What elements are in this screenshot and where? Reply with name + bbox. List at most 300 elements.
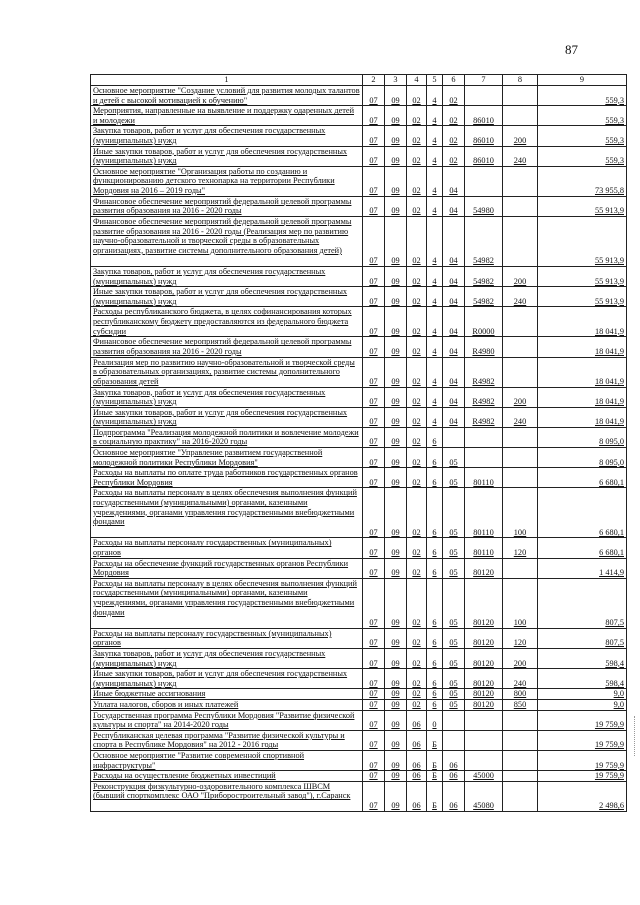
cell-program: 02 <box>407 86 427 106</box>
table-row <box>91 558 627 578</box>
cell-amount: 807,5 <box>538 628 627 648</box>
cell-name: Расходы на выплаты персоналу в целях обеспечения выполнения функций государственными (муниципальными) органами, казенными учреждениями, органами управления государственными внебюджетными фондами <box>91 488 363 538</box>
cell-main-activity: 05 <box>443 488 465 538</box>
cell-name: Закупка товаров, работ и услуг для обеспечения государственных (муниципальных) нужд <box>91 387 363 407</box>
cell-amount: 19 759,9 <box>538 710 627 730</box>
cell-subsection: 09 <box>385 196 407 216</box>
cell-name: Иные закупки товаров, работ и услуг для обеспечения государственных (муниципальных) нужд <box>91 287 363 307</box>
cell-expense-type <box>503 196 538 216</box>
table-row <box>91 468 627 488</box>
cell-subprogram: 4 <box>427 287 443 307</box>
cell-section: 07 <box>363 730 385 750</box>
cell-subprogram: Б <box>427 750 443 770</box>
cell-subprogram: 0 <box>427 710 443 730</box>
cell-main-activity: 05 <box>443 538 465 558</box>
table-row <box>91 448 627 468</box>
cell-expense-direction: 80120 <box>465 649 503 669</box>
cell-section: 07 <box>363 337 385 357</box>
cell-subprogram: 6 <box>427 538 443 558</box>
cell-main-activity: 05 <box>443 649 465 669</box>
cell-amount: 8 095,0 <box>538 448 627 468</box>
cell-section: 07 <box>363 699 385 710</box>
cell-section: 07 <box>363 146 385 166</box>
col-header-amount: 9 <box>538 75 627 86</box>
table-row <box>91 689 627 700</box>
table-row <box>91 669 627 689</box>
cell-program: 02 <box>407 126 427 146</box>
cell-main-activity: 02 <box>443 146 465 166</box>
cell-section: 07 <box>363 266 385 286</box>
cell-subprogram: 4 <box>427 166 443 196</box>
cell-subsection: 09 <box>385 649 407 669</box>
cell-expense-direction: 54982 <box>465 287 503 307</box>
cell-main-activity: 04 <box>443 166 465 196</box>
cell-name: Расходы на обеспечение функций государственных органов Республики Мордовия <box>91 558 363 578</box>
cell-subprogram: 4 <box>427 106 443 126</box>
cell-main-activity: 04 <box>443 307 465 337</box>
cell-program: 02 <box>407 628 427 648</box>
cell-subsection: 09 <box>385 166 407 196</box>
cell-subprogram: 6 <box>427 448 443 468</box>
cell-main-activity: 02 <box>443 86 465 106</box>
cell-program: 06 <box>407 730 427 750</box>
cell-main-activity: 05 <box>443 699 465 710</box>
cell-expense-direction: R4982 <box>465 357 503 387</box>
cell-section: 07 <box>363 538 385 558</box>
cell-subprogram: Б <box>427 730 443 750</box>
cell-program: 02 <box>407 649 427 669</box>
table-row <box>91 710 627 730</box>
budget-table <box>90 74 627 812</box>
table-row <box>91 578 627 628</box>
cell-amount: 8 095,0 <box>538 427 627 447</box>
cell-subprogram: 6 <box>427 669 443 689</box>
cell-subprogram: 4 <box>427 146 443 166</box>
cell-expense-direction: R4982 <box>465 387 503 407</box>
cell-expense-direction: 80120 <box>465 578 503 628</box>
table-row <box>91 196 627 216</box>
table-row <box>91 266 627 286</box>
cell-subsection: 09 <box>385 146 407 166</box>
cell-expense-type <box>503 750 538 770</box>
cell-expense-type: 120 <box>503 628 538 648</box>
cell-name: Иные закупки товаров, работ и услуг для обеспечения государственных (муниципальных) нужд <box>91 146 363 166</box>
table-row <box>91 146 627 166</box>
cell-expense-direction <box>465 448 503 468</box>
cell-name: Основное мероприятие "Развитие современной спортивной инфраструктуры" <box>91 750 363 770</box>
cell-amount: 559,3 <box>538 86 627 106</box>
cell-amount: 18 041,9 <box>538 337 627 357</box>
cell-name: Иные закупки товаров, работ и услуг для обеспечения государственных (муниципальных) нужд <box>91 669 363 689</box>
cell-amount: 55 913,9 <box>538 196 627 216</box>
cell-section: 07 <box>363 468 385 488</box>
cell-subsection: 09 <box>385 287 407 307</box>
cell-name: Реконструкция физкультурно-оздоровительного комплекса ШВСМ (бывший спорткомплекс ОАО "Приборостроительный завод"), г.Саранск <box>91 781 363 811</box>
cell-subprogram: 6 <box>427 468 443 488</box>
cell-program: 02 <box>407 287 427 307</box>
cell-subprogram: Б <box>427 771 443 782</box>
cell-name: Расходы на выплаты персоналу в целях обеспечения выполнения функций государственными (муниципальными) органами, казенными учреждениями, органами управления государственными внебюджетными фондами <box>91 578 363 628</box>
cell-expense-type: 240 <box>503 669 538 689</box>
cell-subprogram: 4 <box>427 196 443 216</box>
cell-expense-type <box>503 771 538 782</box>
cell-subsection: 09 <box>385 427 407 447</box>
cell-subprogram: 6 <box>427 558 443 578</box>
cell-main-activity: 06 <box>443 771 465 782</box>
cell-program: 02 <box>407 387 427 407</box>
cell-subsection: 09 <box>385 699 407 710</box>
cell-subprogram: 6 <box>427 628 443 648</box>
cell-expense-type: 100 <box>503 488 538 538</box>
cell-section: 07 <box>363 628 385 648</box>
cell-amount: 559,3 <box>538 146 627 166</box>
cell-expense-direction: 80120 <box>465 669 503 689</box>
cell-expense-type: 200 <box>503 266 538 286</box>
cell-program: 02 <box>407 468 427 488</box>
cell-subsection: 09 <box>385 710 407 730</box>
col-header-subsection: 3 <box>385 75 407 86</box>
table-row <box>91 649 627 669</box>
scan-edge-mark <box>634 716 638 756</box>
cell-amount: 6 680,1 <box>538 488 627 538</box>
cell-expense-direction <box>465 750 503 770</box>
cell-subsection: 09 <box>385 578 407 628</box>
cell-main-activity: 05 <box>443 689 465 700</box>
table-row <box>91 771 627 782</box>
cell-expense-direction: 45000 <box>465 771 503 782</box>
cell-program: 02 <box>407 216 427 266</box>
cell-expense-type: 200 <box>503 649 538 669</box>
cell-expense-type <box>503 710 538 730</box>
cell-subsection: 09 <box>385 669 407 689</box>
cell-name: Закупка товаров, работ и услуг для обеспечения государственных (муниципальных) нужд <box>91 649 363 669</box>
cell-expense-direction <box>465 730 503 750</box>
cell-subsection: 09 <box>385 407 407 427</box>
cell-name: Республиканская целевая программа "Развитие физической культуры и спорта в Республике Мордовия" на 2012 - 2016 годы <box>91 730 363 750</box>
cell-subprogram: 4 <box>427 307 443 337</box>
header-row <box>91 75 627 86</box>
cell-subprogram: 4 <box>427 86 443 106</box>
cell-subprogram: 4 <box>427 357 443 387</box>
cell-program: 06 <box>407 771 427 782</box>
cell-main-activity: 05 <box>443 468 465 488</box>
cell-subsection: 09 <box>385 307 407 337</box>
cell-program: 02 <box>407 196 427 216</box>
cell-subsection: 09 <box>385 106 407 126</box>
cell-subsection: 09 <box>385 86 407 106</box>
cell-name: Подпрограмма "Реализация молодежной политики и вовлечение молодежи в социальную практику" на 2016-2020 годы <box>91 427 363 447</box>
cell-expense-direction <box>465 710 503 730</box>
cell-expense-direction: 86010 <box>465 126 503 146</box>
cell-expense-type: 850 <box>503 699 538 710</box>
cell-expense-type <box>503 216 538 266</box>
cell-name: Закупка товаров, работ и услуг для обеспечения государственных (муниципальных) нужд <box>91 126 363 146</box>
cell-main-activity <box>443 427 465 447</box>
cell-subprogram: 6 <box>427 578 443 628</box>
page-number: 87 <box>565 42 578 57</box>
col-header-name: 1 <box>91 75 363 86</box>
cell-section: 07 <box>363 558 385 578</box>
cell-expense-type <box>503 427 538 447</box>
cell-subsection: 09 <box>385 781 407 811</box>
cell-amount: 2 498,6 <box>538 781 627 811</box>
cell-program: 02 <box>407 357 427 387</box>
cell-name: Расходы на выплаты по оплате труда работников государственных органов Республики Мордовия <box>91 468 363 488</box>
cell-subsection: 09 <box>385 730 407 750</box>
cell-main-activity: 06 <box>443 750 465 770</box>
col-header-expense-type: 8 <box>503 75 538 86</box>
cell-amount: 807,5 <box>538 578 627 628</box>
table-row <box>91 126 627 146</box>
cell-subprogram: 6 <box>427 699 443 710</box>
cell-expense-type <box>503 86 538 106</box>
cell-expense-type <box>503 337 538 357</box>
cell-main-activity: 04 <box>443 216 465 266</box>
cell-section: 07 <box>363 216 385 266</box>
cell-main-activity: 04 <box>443 357 465 387</box>
cell-section: 07 <box>363 196 385 216</box>
col-header-main-activity: 6 <box>443 75 465 86</box>
cell-name: Основное мероприятие "Управление развитием государственной молодежной политики Республики Мордовия" <box>91 448 363 468</box>
cell-amount: 55 913,9 <box>538 287 627 307</box>
table-row <box>91 730 627 750</box>
table-body <box>91 86 627 812</box>
cell-expense-type: 800 <box>503 689 538 700</box>
cell-program: 06 <box>407 781 427 811</box>
cell-subprogram: 6 <box>427 488 443 538</box>
cell-expense-type <box>503 307 538 337</box>
cell-main-activity: 04 <box>443 387 465 407</box>
cell-program: 06 <box>407 750 427 770</box>
cell-name: Мероприятия, направленные на выявление и поддержку одаренных детей и молодежи <box>91 106 363 126</box>
cell-subprogram: 4 <box>427 387 443 407</box>
cell-subprogram: 6 <box>427 427 443 447</box>
cell-name: Финансовое обеспечение мероприятий федеральной целевой программы развития образования на 2016 - 2020 годы <box>91 196 363 216</box>
cell-expense-direction: 54982 <box>465 266 503 286</box>
cell-main-activity <box>443 710 465 730</box>
cell-expense-type: 240 <box>503 146 538 166</box>
cell-expense-direction: 80110 <box>465 468 503 488</box>
cell-section: 07 <box>363 287 385 307</box>
cell-program: 02 <box>407 558 427 578</box>
table-row <box>91 750 627 770</box>
cell-program: 02 <box>407 699 427 710</box>
cell-program: 06 <box>407 710 427 730</box>
cell-subsection: 09 <box>385 689 407 700</box>
table-row <box>91 307 627 337</box>
cell-subsection: 09 <box>385 448 407 468</box>
cell-expense-type: 200 <box>503 387 538 407</box>
cell-main-activity: 05 <box>443 669 465 689</box>
cell-expense-type <box>503 468 538 488</box>
cell-section: 07 <box>363 166 385 196</box>
cell-subsection: 09 <box>385 337 407 357</box>
cell-section: 07 <box>363 649 385 669</box>
table-row <box>91 166 627 196</box>
cell-program: 02 <box>407 146 427 166</box>
cell-expense-type: 200 <box>503 126 538 146</box>
cell-subprogram: 4 <box>427 126 443 146</box>
cell-section: 07 <box>363 357 385 387</box>
cell-amount: 9,0 <box>538 699 627 710</box>
cell-expense-direction: 80120 <box>465 689 503 700</box>
cell-expense-direction: 80110 <box>465 538 503 558</box>
col-header-subprogram: 5 <box>427 75 443 86</box>
cell-program: 02 <box>407 266 427 286</box>
cell-name: Основное мероприятие "Создание условий для развития молодых талантов и детей с высокой мотивацией к обучению" <box>91 86 363 106</box>
cell-program: 02 <box>407 488 427 538</box>
table-row <box>91 387 627 407</box>
cell-expense-direction: 54980 <box>465 196 503 216</box>
cell-expense-type: 240 <box>503 407 538 427</box>
cell-section: 07 <box>363 387 385 407</box>
cell-section: 07 <box>363 488 385 538</box>
cell-subprogram: 4 <box>427 407 443 427</box>
cell-expense-type <box>503 166 538 196</box>
cell-program: 02 <box>407 166 427 196</box>
table-row <box>91 407 627 427</box>
cell-program: 02 <box>407 669 427 689</box>
cell-expense-type <box>503 730 538 750</box>
cell-amount: 6 680,1 <box>538 538 627 558</box>
cell-main-activity: 04 <box>443 337 465 357</box>
cell-section: 07 <box>363 106 385 126</box>
cell-subsection: 09 <box>385 216 407 266</box>
cell-amount: 18 041,9 <box>538 387 627 407</box>
cell-name: Государственная программа Республики Мордовия "Развитие физической культуры и спорта" на 2014-2020 годы <box>91 710 363 730</box>
cell-program: 02 <box>407 538 427 558</box>
cell-section: 07 <box>363 448 385 468</box>
cell-program: 02 <box>407 337 427 357</box>
cell-expense-type <box>503 558 538 578</box>
cell-expense-direction: R0000 <box>465 307 503 337</box>
cell-main-activity: 02 <box>443 106 465 126</box>
table-row <box>91 427 627 447</box>
table-row <box>91 216 627 266</box>
cell-section: 07 <box>363 781 385 811</box>
cell-amount: 559,3 <box>538 126 627 146</box>
cell-program: 02 <box>407 578 427 628</box>
cell-expense-type <box>503 448 538 468</box>
cell-name: Расходы на выплаты персоналу государственных (муниципальных) органов <box>91 538 363 558</box>
cell-subprogram: 4 <box>427 216 443 266</box>
cell-subsection: 09 <box>385 750 407 770</box>
cell-amount: 18 041,9 <box>538 407 627 427</box>
cell-name: Расходы республиканского бюджета, в целях софинансирования которых республиканскому бюджету предоставляются из федерального бюджета субсидии <box>91 307 363 337</box>
cell-amount: 598,4 <box>538 669 627 689</box>
cell-main-activity: 05 <box>443 628 465 648</box>
cell-name: Закупка товаров, работ и услуг для обеспечения государственных (муниципальных) нужд <box>91 266 363 286</box>
cell-program: 02 <box>407 427 427 447</box>
cell-expense-direction <box>465 166 503 196</box>
cell-section: 07 <box>363 126 385 146</box>
cell-expense-type <box>503 781 538 811</box>
cell-section: 07 <box>363 771 385 782</box>
cell-name: Расходы на выплаты персоналу государственных (муниципальных) органов <box>91 628 363 648</box>
cell-program: 02 <box>407 307 427 337</box>
cell-expense-direction: 80110 <box>465 488 503 538</box>
cell-subsection: 09 <box>385 266 407 286</box>
cell-subsection: 09 <box>385 387 407 407</box>
cell-section: 07 <box>363 710 385 730</box>
cell-amount: 9,0 <box>538 689 627 700</box>
cell-main-activity: 05 <box>443 558 465 578</box>
cell-amount: 19 759,9 <box>538 750 627 770</box>
cell-program: 02 <box>407 689 427 700</box>
table-row <box>91 538 627 558</box>
cell-main-activity: 06 <box>443 781 465 811</box>
cell-name: Расходы на осуществление бюджетных инвестиций <box>91 771 363 782</box>
cell-main-activity: 04 <box>443 287 465 307</box>
cell-expense-direction: 80120 <box>465 558 503 578</box>
cell-amount: 1 414,9 <box>538 558 627 578</box>
cell-amount: 18 041,9 <box>538 307 627 337</box>
cell-expense-direction: 80120 <box>465 628 503 648</box>
cell-section: 07 <box>363 427 385 447</box>
cell-amount: 19 759,9 <box>538 771 627 782</box>
cell-program: 02 <box>407 106 427 126</box>
cell-subsection: 09 <box>385 771 407 782</box>
cell-amount: 19 759,9 <box>538 730 627 750</box>
table-row <box>91 699 627 710</box>
table-row <box>91 628 627 648</box>
table-row <box>91 86 627 106</box>
cell-expense-direction: R4980 <box>465 337 503 357</box>
cell-name: Финансовое обеспечение мероприятий федеральной целевой программы развития образования на 2016 - 2020 годы <box>91 337 363 357</box>
table-row <box>91 287 627 307</box>
table-row <box>91 357 627 387</box>
cell-expense-direction <box>465 427 503 447</box>
cell-subsection: 09 <box>385 558 407 578</box>
cell-name: Уплата налогов, сборов и иных платежей <box>91 699 363 710</box>
cell-expense-direction: 80120 <box>465 699 503 710</box>
cell-name: Финансовое обеспечение мероприятий федеральной целевой программы развитие образования на 2016 - 2020 годы (Реализация мер по развитию научно-образовательной и творческой среды в образовательных организациях, развитие системы дополнительного образования детей) <box>91 216 363 266</box>
cell-expense-type <box>503 106 538 126</box>
cell-main-activity: 04 <box>443 266 465 286</box>
cell-subprogram: 4 <box>427 337 443 357</box>
cell-expense-type: 100 <box>503 578 538 628</box>
cell-name: Основное мероприятие "Организация работы по созданию и функционированию детского технопарка на территории Республики Мордовия на 2016 – 2019 годы" <box>91 166 363 196</box>
cell-main-activity <box>443 730 465 750</box>
cell-expense-direction: 45080 <box>465 781 503 811</box>
cell-expense-direction: 86010 <box>465 146 503 166</box>
cell-subprogram: 4 <box>427 266 443 286</box>
cell-section: 07 <box>363 578 385 628</box>
cell-main-activity: 05 <box>443 448 465 468</box>
col-header-expense-direction: 7 <box>465 75 503 86</box>
cell-subsection: 09 <box>385 126 407 146</box>
table-header <box>91 75 627 86</box>
cell-section: 07 <box>363 407 385 427</box>
cell-program: 02 <box>407 448 427 468</box>
cell-section: 07 <box>363 750 385 770</box>
cell-section: 07 <box>363 86 385 106</box>
cell-subprogram: 6 <box>427 689 443 700</box>
cell-program: 02 <box>407 407 427 427</box>
cell-subsection: 09 <box>385 628 407 648</box>
cell-amount: 18 041,9 <box>538 357 627 387</box>
col-header-program: 4 <box>407 75 427 86</box>
col-header-section: 2 <box>363 75 385 86</box>
cell-subsection: 09 <box>385 468 407 488</box>
cell-main-activity: 05 <box>443 578 465 628</box>
cell-subsection: 09 <box>385 538 407 558</box>
cell-main-activity: 02 <box>443 126 465 146</box>
cell-expense-direction: 86010 <box>465 106 503 126</box>
table-row <box>91 106 627 126</box>
cell-amount: 55 913,9 <box>538 216 627 266</box>
cell-subsection: 09 <box>385 357 407 387</box>
